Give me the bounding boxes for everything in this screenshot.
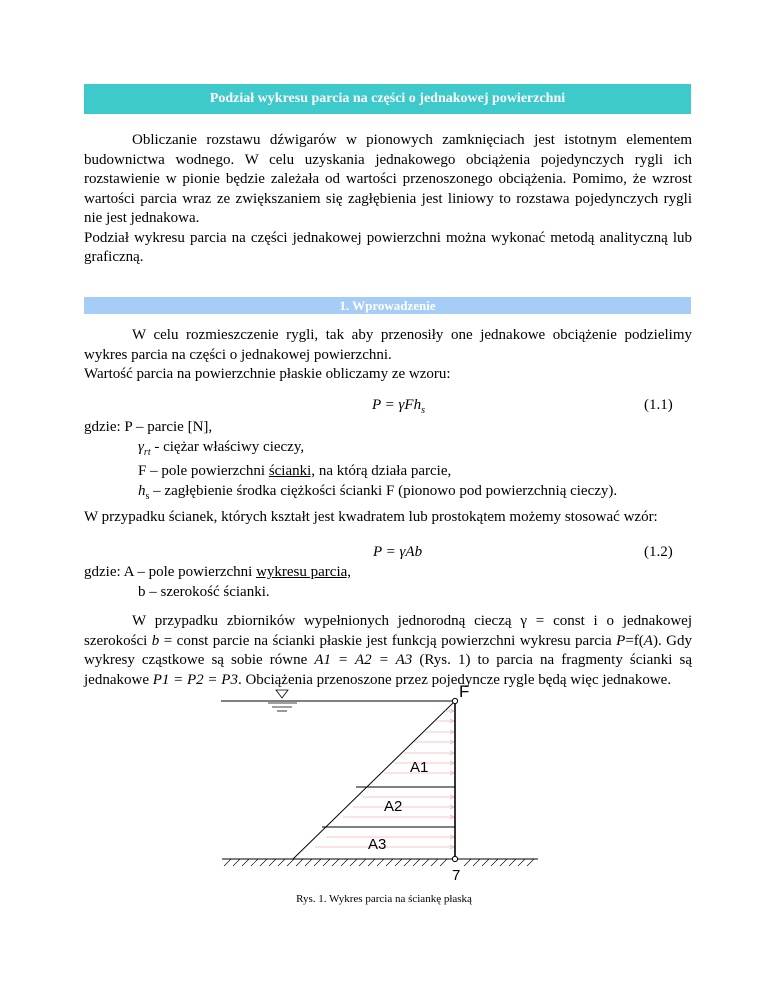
where1-label: gdzie: (84, 419, 121, 435)
wall-bottom-node (452, 856, 457, 861)
equation-2: P = γAb (373, 544, 423, 560)
where1-h-sub: s (145, 490, 150, 502)
tanks-t6: . Obciążenia przenoszone przez pojedyncze rygle będą więc jednakowe. (237, 671, 672, 688)
where1-line2: - ciężar właściwy cieczy, (150, 438, 305, 455)
where1-line4: – zagłębienie środka ciężkości ścianki F (pionowo pod powierzchnią cieczy). (149, 482, 618, 499)
tanks-eqA: A1 = A2 = A3 (314, 652, 413, 668)
tanks-t1: W przypadku zbiorników wypełnionych jednorodną cieczą γ = const i o jednakowej szerokości (84, 613, 692, 649)
tanks-b: b (151, 632, 160, 649)
where1-gamma: γ (138, 438, 144, 455)
where2-line2: b – szerokość ścianki. (138, 583, 270, 600)
label-A1: A1 (410, 759, 429, 776)
where1-h: h (138, 482, 146, 499)
where2-line1-ul: wykresu parcia, (256, 564, 352, 580)
wall-top-node (452, 698, 457, 703)
intro-text-1: Obliczanie rozstawu dźwigarów w pionowych zamknięciach jest istotnym elementem budownictwa wodnego. W celu uzyskania jednakowego obciążenia pojedynczych rygli ich rozstawienie w pionie będzie zależała od wartości przenoszonego obciążenia. Pomimo, że wzrost wartości parcia wraz ze zwiększaniem się zagłębienia jest liniowy to rozstawa pojedynczych rygli nie jest jednakowa. (84, 132, 692, 226)
equation-1-text: P = γFh (372, 397, 422, 413)
tanks-A: A (643, 632, 653, 649)
section-text-1: W celu rozmieszczenie rygli, tak aby przenosiły one jednakowe obciążenie podzielimy wykres parcia na części o jednakowej powierzchni. (84, 327, 692, 363)
equation-2-number: (1.2) (644, 544, 673, 560)
tanks-P: P (616, 632, 626, 649)
pressure-arrows (315, 709, 454, 849)
where1-gamma-sub: rt (143, 446, 151, 458)
water-level-symbol (276, 690, 288, 698)
tanks-t3: =f( (625, 632, 644, 649)
where1-line1: P – parcie [N], (124, 419, 213, 435)
where1-line3-ul: ścianki, (268, 463, 316, 479)
equation-1-sub: s (421, 405, 425, 416)
ground-hatching (224, 859, 534, 866)
label-A2: A2 (384, 798, 403, 815)
tanks-eqP: P1 = P2 = P3 (152, 671, 238, 688)
equation-1-number: (1.1) (644, 397, 673, 413)
section-text-2: Wartość parcia na powierzchnie płaskie obliczamy ze wzoru: (84, 366, 451, 382)
where2-label: gdzie: (84, 564, 121, 580)
label-bottom: 7 (452, 867, 461, 884)
where1-line3-post: na którą działa parcie, (315, 463, 452, 479)
label-F: F (459, 682, 470, 701)
figure-caption: Rys. 1. Wykres parcia na ściankę płaską (296, 893, 472, 905)
section-title: 1. Wprowadzenie (339, 298, 436, 313)
rect-text: W przypadku ścianek, których kształt jest kwadratem lub prostokątem możemy stosować wzór: (84, 509, 658, 525)
tanks-t2: = const parcie na ścianki płaskie jest funkcją powierzchni wykresu parcia (159, 632, 617, 649)
where2-line1-pre: A – pole powierzchni (123, 564, 257, 580)
label-A3: A3 (368, 836, 387, 853)
header-title: Podział wykresu parcia na części o jednakowej powierzchni (209, 91, 566, 106)
tanks-t5: (Rys. 1) to parcia na fragmenty ścianki są jednakowe (84, 652, 692, 688)
tanks-t4: ). Gdy wykresy cząstkowe są sobie równe (84, 632, 693, 668)
intro-text-2: Podział wykresu parcia na części jednakowej powierzchni można wykonać metodą analityczną lub graficzną. (84, 229, 692, 265)
where1-line3-pre: F – pole powierzchni (138, 463, 269, 479)
